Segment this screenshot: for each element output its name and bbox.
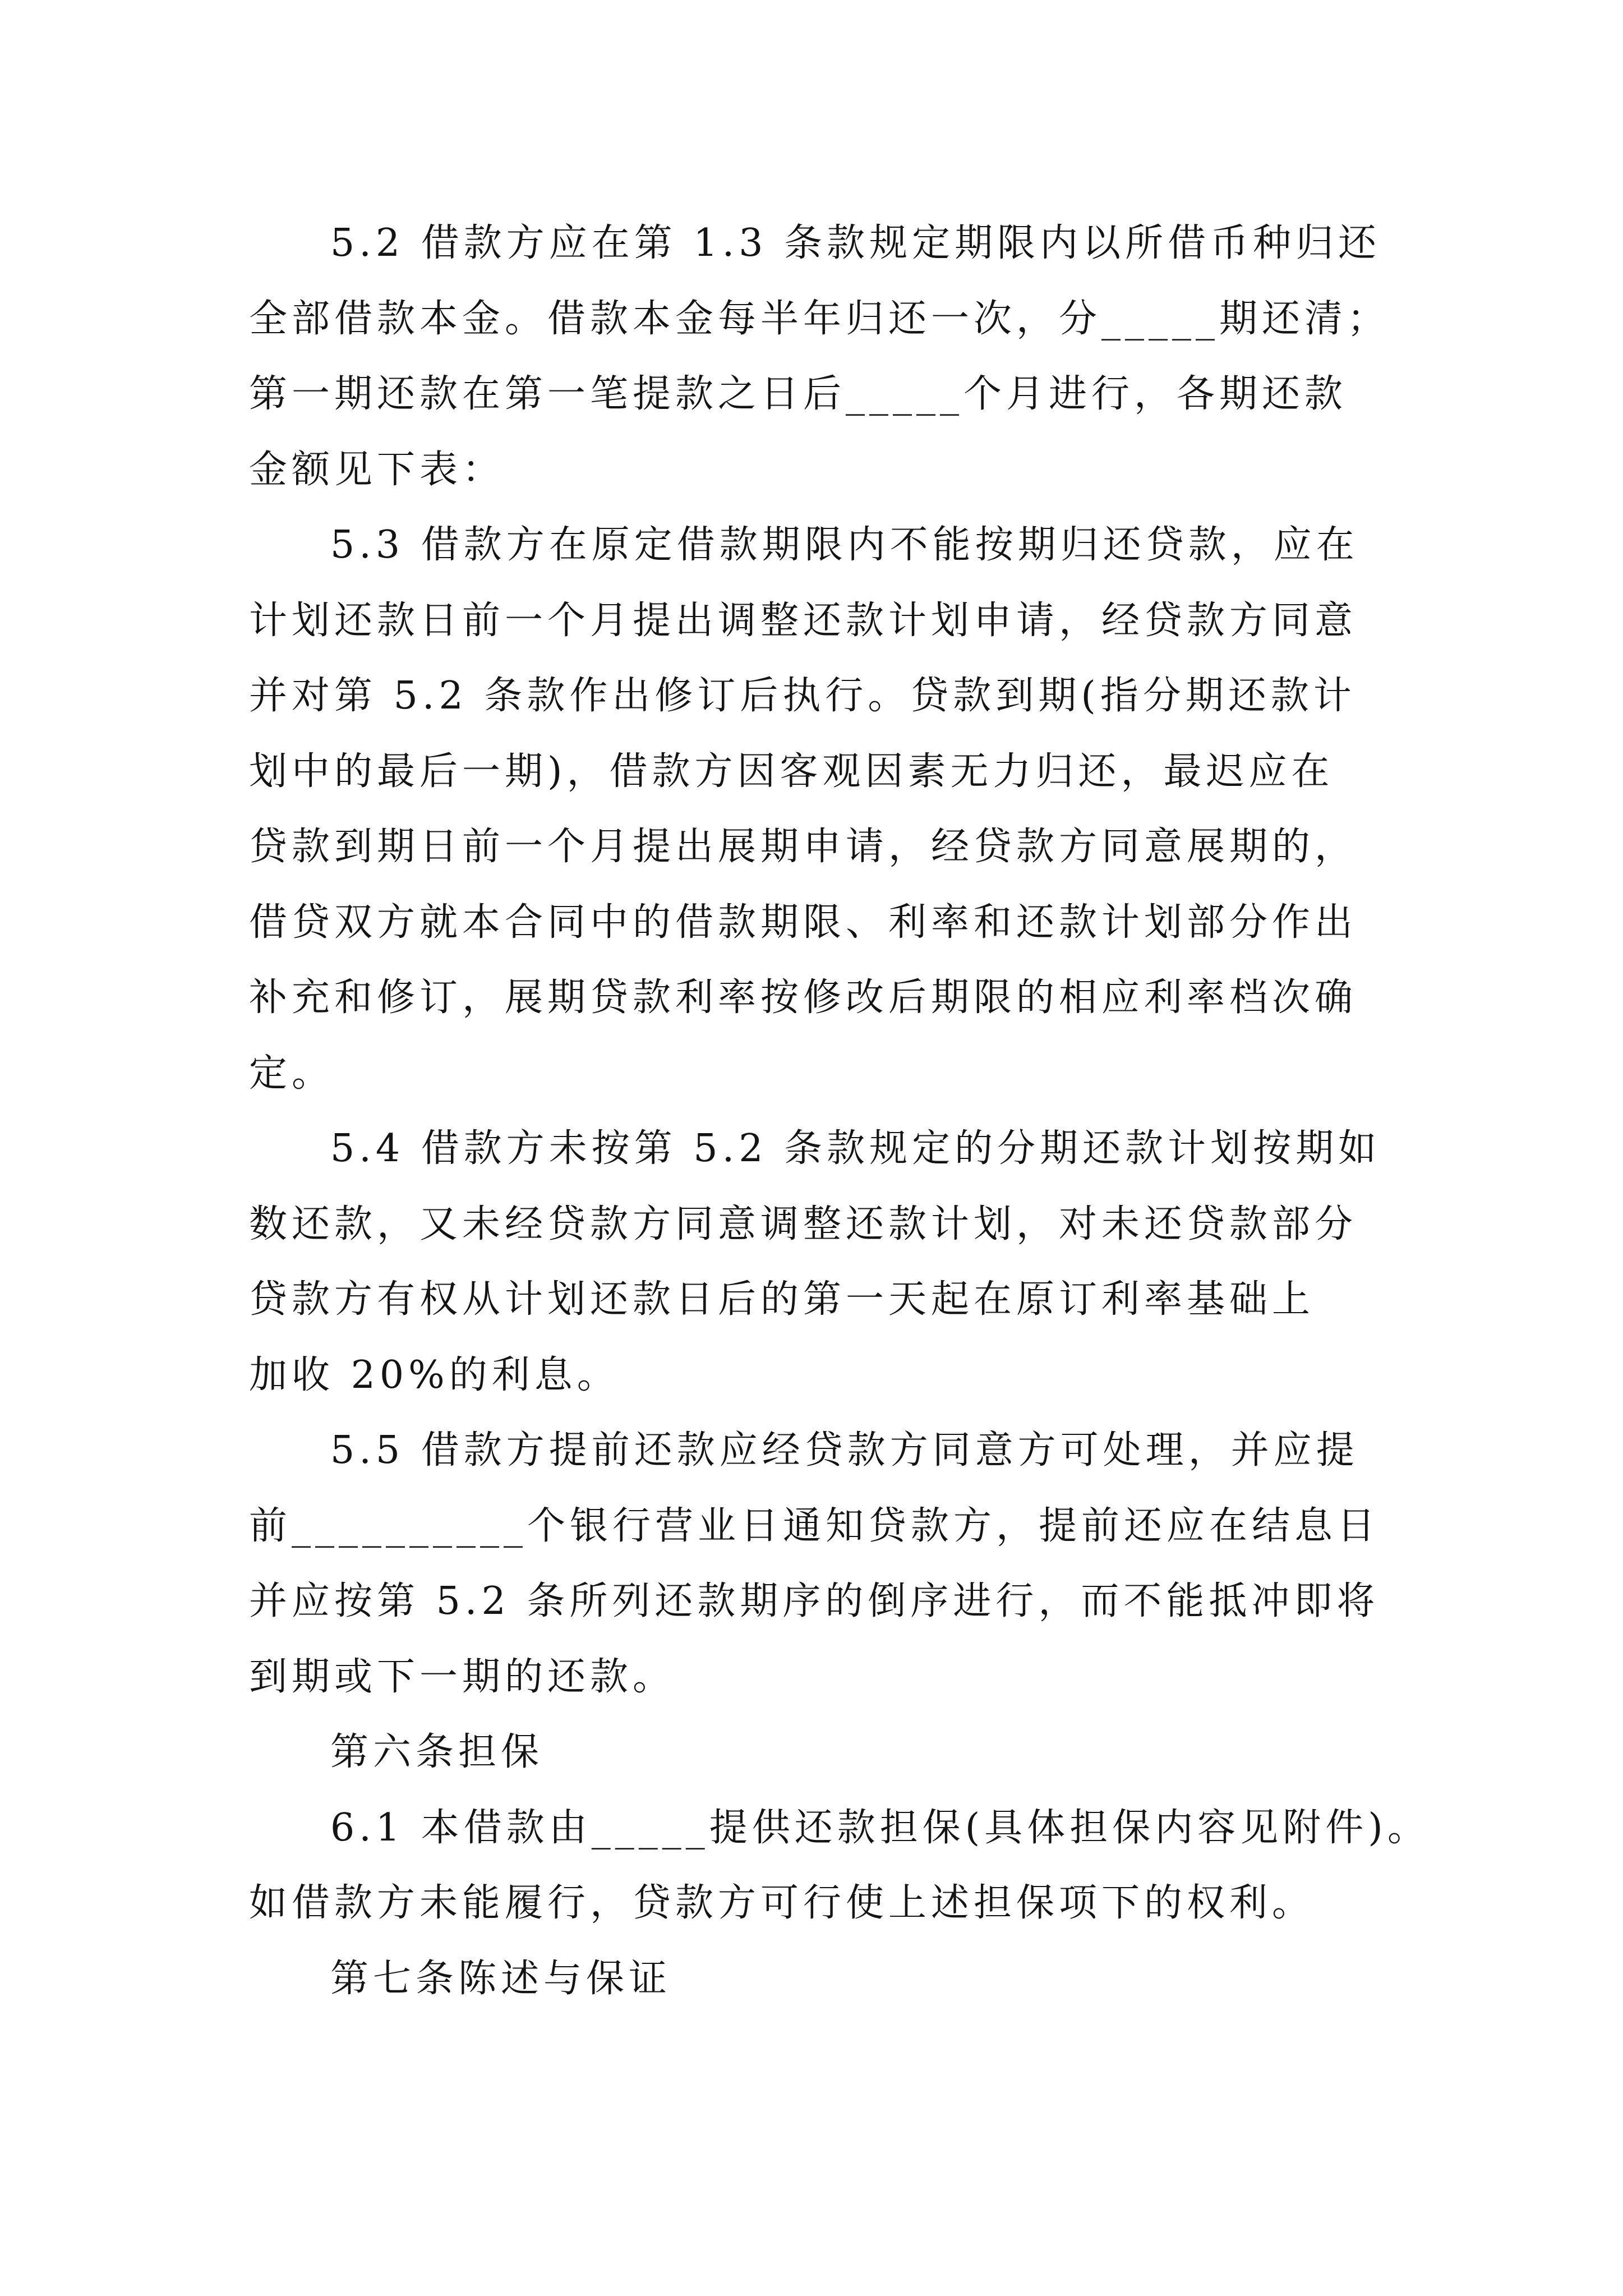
clause-line: 6.1 本借款由_____提供还款担保(具体担保内容见附件)。: [330, 1805, 1430, 1850]
article-6-heading: 第六条担保: [330, 1730, 544, 1774]
clause-line: 第一期还款在第一笔提款之日后_____个月进行，各期还款: [249, 372, 1348, 416]
clause-line: 5.5 借款方提前还款应经贷款方同意方可处理，并应提: [330, 1428, 1359, 1473]
clause-line: 贷款方有权从计划还款日后的第一天起在原订利率基础上: [249, 1277, 1315, 1322]
clause-6-1: [249, 1791, 1623, 1941]
clause-line: 并对第 5.2 条款作出修订后执行。贷款到期(指分期还款计: [249, 674, 1356, 718]
clause-line: 贷款到期日前一个月提出展期申请，经贷款方同意展期的，: [249, 825, 1358, 869]
clause-line: 定。: [249, 1051, 335, 1096]
clause-5-4: [249, 1111, 1623, 1413]
clause-line: 金额见下表：: [249, 447, 505, 492]
clause-line: 并应按第 5.2 条所列还款期序的倒序进行，而不能抵冲即将: [249, 1579, 1380, 1623]
clause-line: 5.2 借款方应在第 1.3 条款规定期限内以所借币种归还: [330, 221, 1381, 265]
clause-line: 到期或下一期的还款。: [249, 1654, 676, 1699]
clause-line: 数还款，又未经贷款方同意调整还款计划，对未还贷款部分: [249, 1202, 1358, 1246]
clause-5-3: [249, 508, 1623, 1111]
clause-line: 加收 20%的利息。: [249, 1352, 620, 1397]
clause-line: 补充和修订，展期贷款利率按修改后期限的相应利率档次确: [249, 976, 1358, 1020]
clause-line: 计划还款日前一个月提出调整还款计划申请，经贷款方同意: [249, 598, 1358, 643]
clause-line: 5.4 借款方未按第 5.2 条款规定的分期还款计划按期如: [330, 1126, 1381, 1171]
clause-5-5: [249, 1413, 1623, 1715]
clause-line: 划中的最后一期)，借款方因客观因素无力归还，最迟应在: [249, 749, 1334, 794]
article-7-heading: 第七条陈述与保证: [330, 1956, 672, 2001]
clause-line: 全部借款本金。借款本金每半年归还一次，分_____期还清；: [249, 296, 1390, 341]
clause-5-2: [249, 206, 1623, 508]
clause-line: 5.3 借款方在原定借款期限内不能按期归还贷款，应在: [330, 523, 1359, 567]
clause-line: 前__________个银行营业日通知贷款方，提前还应在结息日: [249, 1503, 1380, 1548]
clause-line: 如借款方未能履行，贷款方可行使上述担保项下的权利。: [249, 1881, 1315, 1925]
clause-line: 借贷双方就本合同中的借款期限、利率和还款计划部分作出: [249, 900, 1358, 945]
